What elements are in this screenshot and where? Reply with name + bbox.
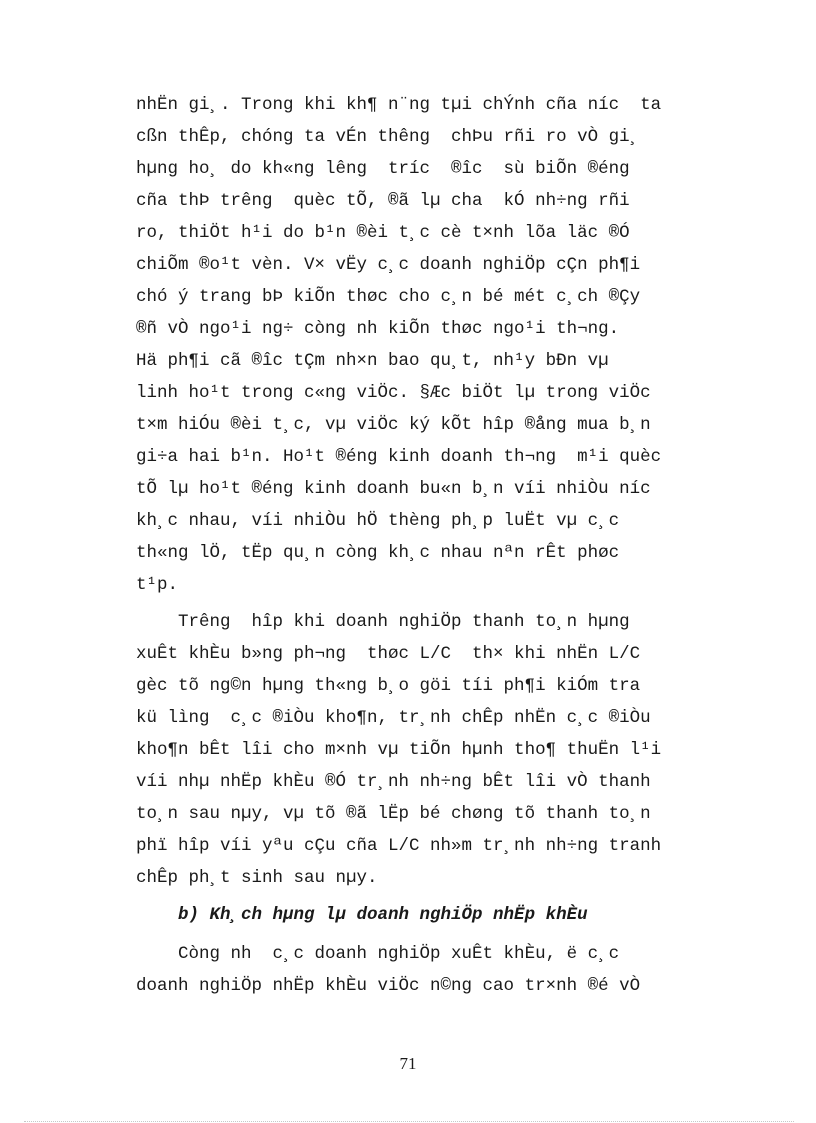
text-line: doanh nghiÖp nhËp khÈu viÖc n©ng cao tr×nh ®é vÒ <box>136 976 641 996</box>
page-bottom-rule <box>24 1121 794 1122</box>
text-line: tÕ lµ ho¹t ®éng kinh doanh bu«n b¸n víi nhiÒu níc <box>136 479 651 499</box>
text-line: chó ý trang bÞ kiÕn thøc cho c¸n bé mét c¸ch ®Çy <box>136 287 641 307</box>
text-line: gèc tõ ng©n hµng th«ng b¸o göi tíi ph¶i kiÓm tra <box>136 676 641 696</box>
text-line: cßn thÊp, chóng ta vÉn thêng chÞu rñi ro vÒ gi¸ <box>136 127 641 147</box>
text-line: chÊp ph¸t sinh sau nµy. <box>136 868 378 888</box>
text-line: víi nhµ nhËp khÈu ®Ó tr¸nh nh÷ng bÊt lîi vÒ thanh <box>136 772 651 792</box>
text-line: xuÊt khÈu b»ng ph¬ng thøc L/C th× khi nhËn L/C <box>136 644 641 664</box>
text-line: th«ng lÖ, tËp qu¸n còng kh¸c nhau nªn rÊt phøc <box>136 543 620 563</box>
text-line: t×m hiÓu ®èi t¸c, vµ viÖc ký kÕt hîp ®ång mua b¸n <box>136 415 651 435</box>
text-line: linh ho¹t trong c«ng viÖc. §Æc biÖt lµ trong viÖc <box>136 383 651 403</box>
page-number: 71 <box>399 1054 417 1073</box>
text-line: phï hîp víi yªu cÇu cña L/C nh»m tr¸nh nh÷ng tranh <box>136 836 662 856</box>
text-line: Hä ph¶i cã ®îc tÇm nh×n bao qu¸t, nh¹y bÐn vµ <box>136 351 609 371</box>
text-line: kho¶n bÊt lîi cho m×nh vµ tiÕn hµnh tho¶ thuËn l¹i <box>136 740 662 760</box>
text-line: Còng nh c¸c doanh nghiÖp xuÊt khÈu, ë c¸c <box>136 944 620 964</box>
text-line: gi÷a hai b¹n. Ho¹t ®éng kinh doanh th¬ng m¹i quèc <box>136 447 662 467</box>
text-line: Trêng hîp khi doanh nghiÖp thanh to¸n hµng <box>136 612 630 632</box>
text-line: kü lìng c¸c ®iÒu kho¶n, tr¸nh chÊp nhËn c¸c ®iÒu <box>136 708 651 728</box>
text-line: ®ñ vÒ ngo¹i ng÷ còng nh kiÕn thøc ngo¹i th¬ng. <box>136 319 620 339</box>
text-line: ro, thiÖt h¹i do b¹n ®èi t¸c cè t×nh lõa läc ®Ó <box>136 223 630 243</box>
text-line: nhËn gi¸. Trong khi kh¶ n¨ng tµi chÝnh cña níc ta <box>136 95 662 115</box>
text-line: kh¸c nhau, víi nhiÒu hÖ thèng ph¸p luËt vµ c¸c <box>136 511 620 531</box>
text-line: cña thÞ trêng quèc tÕ, ®ã lµ cha kÓ nh÷ng rñi <box>136 191 630 211</box>
text-line: hµng ho¸ do kh«ng lêng tríc ®îc sù biÕn ®éng <box>136 159 630 179</box>
section-heading: b) Kh¸ch hµng lµ doanh nghiÖp nhËp khÈu <box>136 905 588 925</box>
text-line: to¸n sau nµy, vµ tõ ®ã lËp bé chøng tõ thanh to¸n <box>136 804 651 824</box>
text-line: t¹p. <box>136 575 179 595</box>
text-line: chiÕm ®o¹t vèn. V× vËy c¸c doanh nghiÖp cÇn ph¶i <box>136 255 641 275</box>
